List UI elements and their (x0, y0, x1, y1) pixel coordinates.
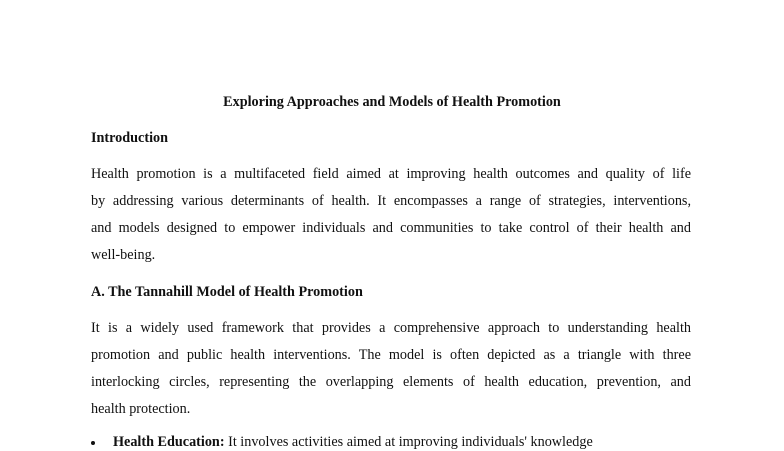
paragraph-line: interlocking circles, representing the overlapping elements of health education, prevention, and (91, 374, 691, 390)
paragraph-line: by addressing various determinants of health. It encompasses a range of strategies, interventions, (91, 193, 691, 209)
bullet-text: It involves activities aimed at improving individuals' knowledge (224, 434, 593, 450)
bullet-icon (91, 441, 95, 445)
paragraph-line: promotion and public health interventions. The model is often depicted as a triangle with three (91, 347, 691, 363)
section-heading-tannahill-model: A. The Tannahill Model of Health Promotion (91, 284, 363, 300)
paragraph-line: It is a widely used framework that provides a comprehensive approach to understanding health (91, 320, 691, 336)
bullet-item-health-education (91, 433, 593, 451)
paragraph-line: well-being. (91, 247, 156, 263)
document-title: Exploring Approaches and Models of Health Promotion (223, 94, 561, 110)
paragraph-line: and models designed to empower individuals and communities to take control of their health and (91, 220, 691, 236)
paragraph-tannahill-model (91, 319, 691, 427)
paragraph-introduction (91, 165, 691, 273)
paragraph-line: Health promotion is a multifaceted field aimed at improving health outcomes and quality of life (91, 166, 691, 182)
paragraph-line: health protection. (91, 401, 191, 417)
section-heading-introduction: Introduction (91, 130, 168, 146)
bullet-lead: Health Education: (113, 434, 225, 450)
